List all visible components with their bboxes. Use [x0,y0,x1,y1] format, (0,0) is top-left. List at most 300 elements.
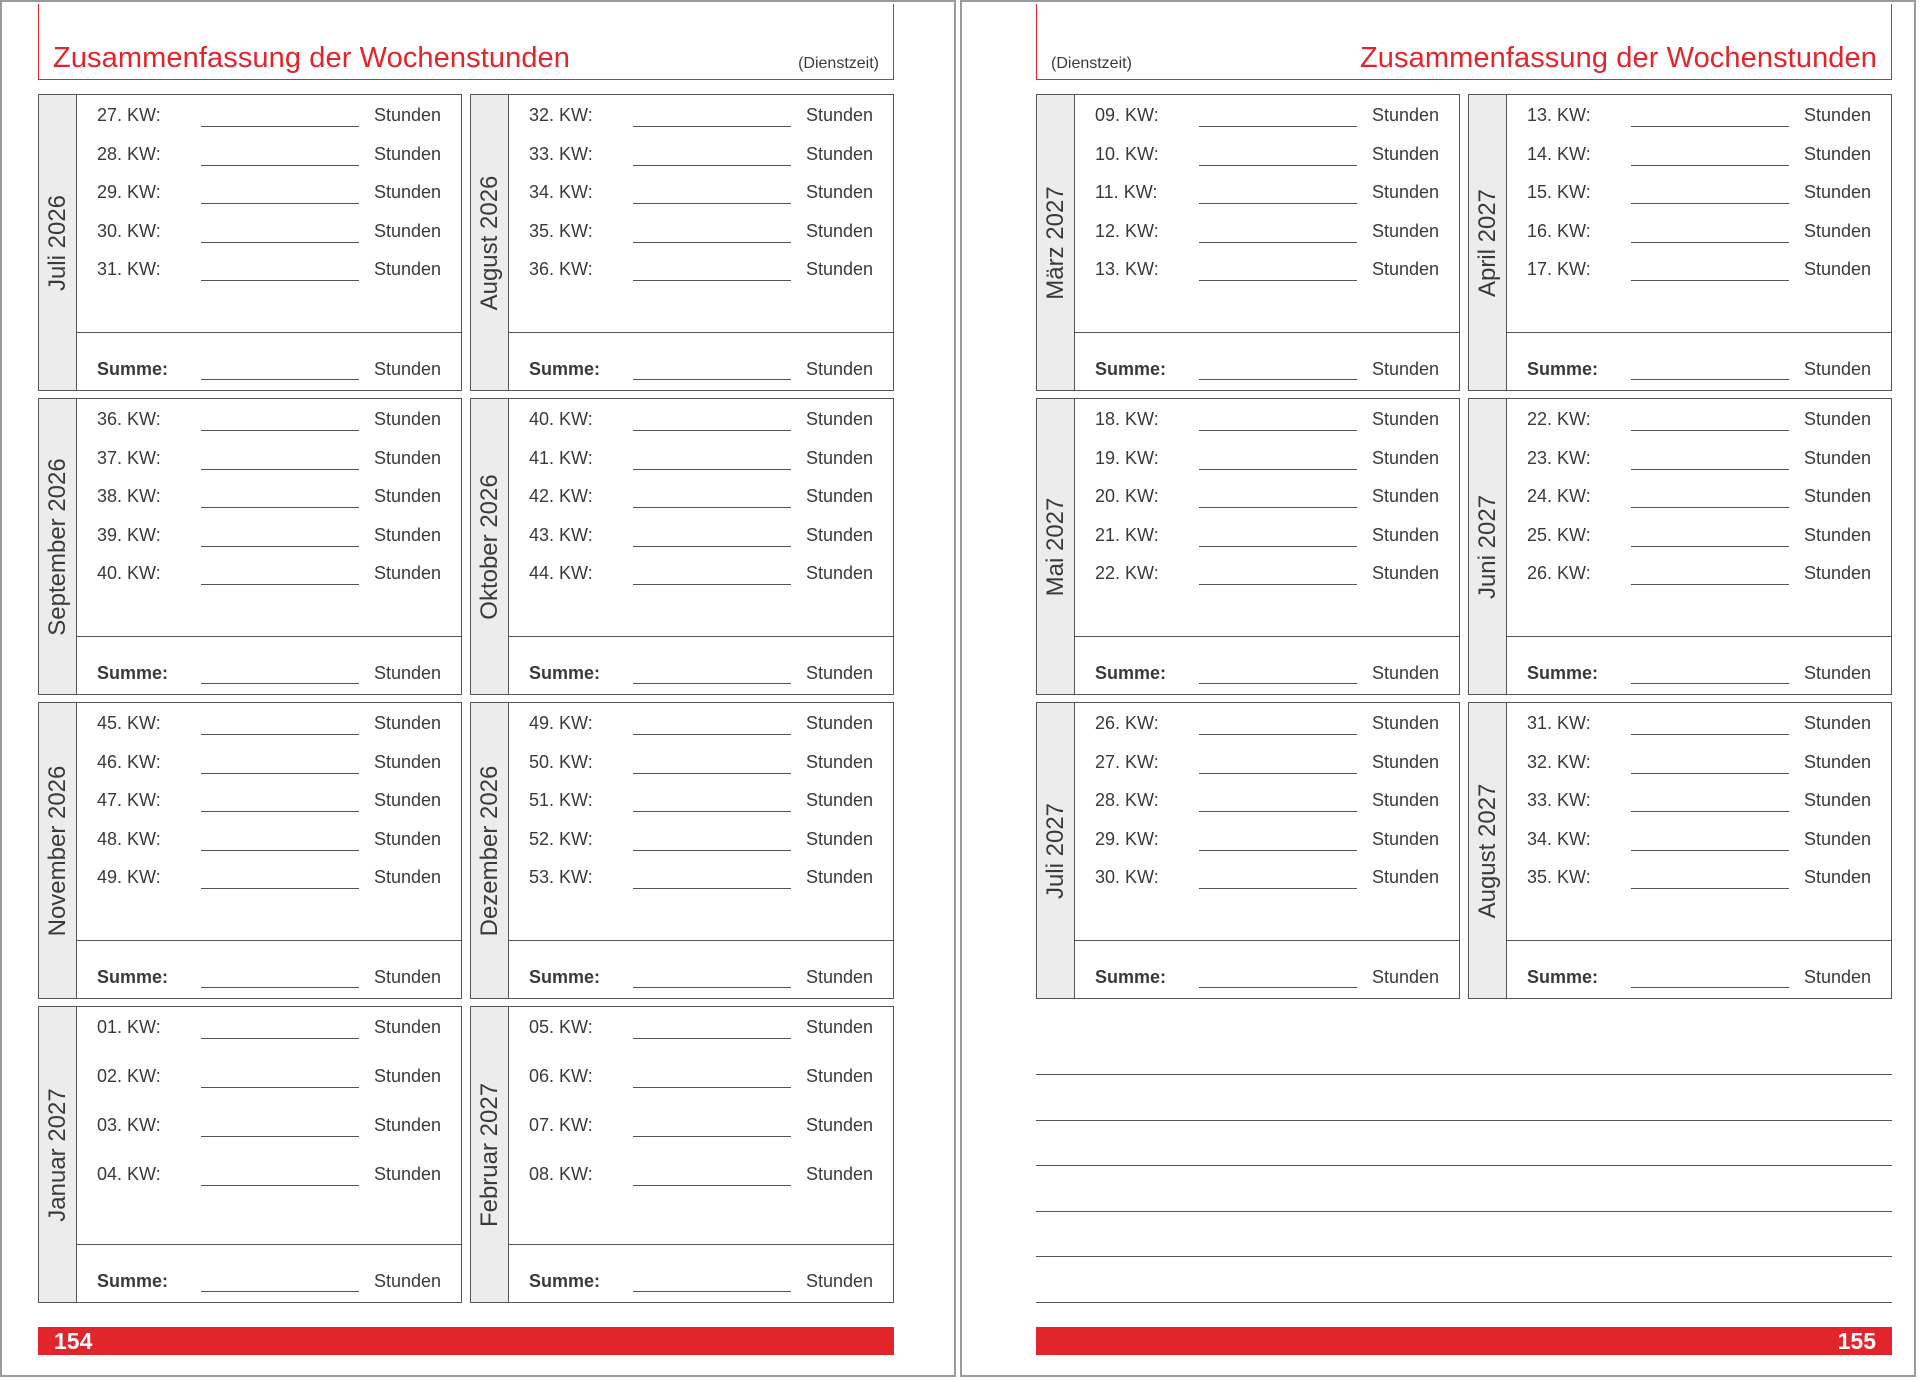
week-label: 47. KW: [97,790,161,810]
note-line[interactable] [1036,1165,1892,1166]
unit-label: Stunden [1371,105,1439,125]
hours-entry-line[interactable] [201,126,359,127]
week-row [1507,476,1891,514]
unit-label: Stunden [1371,663,1439,683]
week-label: 12. KW: [1095,220,1159,241]
hours-entry-line[interactable] [201,1087,359,1088]
hours-entry-line[interactable] [201,734,359,735]
unit-label: Stunden [373,359,441,379]
sum-entry-line[interactable] [201,987,359,988]
week-row [509,1105,893,1143]
note-line[interactable] [1036,1120,1892,1121]
week-label: 01. KW: [97,1017,161,1037]
week-label: 30. KW: [97,220,161,241]
week-row [1507,438,1891,476]
unit-label: Stunden [805,967,873,987]
month-block [470,398,894,695]
week-row [1075,515,1459,553]
unit-label: Stunden [1803,259,1871,279]
week-row [1075,172,1459,210]
hours-entry-line[interactable] [1199,280,1357,281]
week-row [509,95,893,133]
unit-label: Stunden [1371,563,1439,583]
unit-label: Stunden [1371,713,1439,733]
week-row [77,742,461,780]
sum-row [1507,332,1891,390]
hours-entry-line[interactable] [1199,507,1357,508]
hours-entry-line[interactable] [1199,584,1357,585]
sum-entry-line[interactable] [633,987,791,988]
hours-entry-line[interactable] [1631,546,1789,547]
month-block [1036,94,1460,391]
week-rows [1507,703,1891,941]
week-rows [77,1007,461,1245]
hours-entry-line[interactable] [633,850,791,851]
week-row [1507,211,1891,249]
note-line[interactable] [1036,1211,1892,1212]
note-line[interactable] [1036,1074,1892,1075]
sum-label: Summe: [1095,663,1167,683]
unit-label: Stunden [805,359,873,379]
hours-entry-line[interactable] [201,430,359,431]
week-row [77,1105,461,1143]
week-row [77,399,461,437]
month-block [1468,702,1892,999]
unit-label: Stunden [805,751,873,772]
month-label: August 2026 [475,175,503,310]
month-label: August 2027 [1473,783,1501,918]
unit-label: Stunden [373,182,441,202]
hours-entry-line[interactable] [1199,850,1357,851]
month-block [1468,398,1892,695]
month-block [470,1006,894,1303]
week-row [1075,742,1459,780]
week-row [77,553,461,591]
week-row [77,703,461,741]
week-label: 30. KW: [1095,867,1159,887]
week-label: 25. KW: [1527,524,1591,545]
sum-entry-line[interactable] [633,1291,791,1292]
month-column [471,95,509,390]
page-footer-bar [38,1327,894,1355]
week-label: 45. KW: [97,713,161,733]
hours-entry-line[interactable] [1631,888,1789,889]
sum-entry-line[interactable] [201,683,359,684]
month-label: Juli 2027 [1041,802,1069,899]
page-number: 154 [54,1328,93,1354]
sum-row [509,636,893,694]
hours-entry-line[interactable] [633,584,791,585]
hours-entry-line[interactable] [1199,888,1357,889]
hours-entry-line[interactable] [1199,773,1357,774]
hours-entry-line[interactable] [633,811,791,812]
unit-label: Stunden [1371,143,1439,164]
unit-label: Stunden [1371,182,1439,202]
unit-label: Stunden [1803,663,1871,683]
hours-entry-line[interactable] [633,469,791,470]
hours-entry-line[interactable] [201,546,359,547]
unit-label: Stunden [1371,220,1439,241]
sum-row [77,940,461,998]
unit-label: Stunden [373,713,441,733]
week-row [1507,780,1891,818]
week-label: 40. KW: [529,409,593,429]
unit-label: Stunden [805,663,873,683]
hours-entry-line[interactable] [201,1038,359,1039]
week-row [77,134,461,172]
sum-label: Summe: [1527,359,1599,379]
month-column [39,1007,77,1302]
week-rows [509,95,893,333]
week-row [77,780,461,818]
hours-entry-line[interactable] [1199,242,1357,243]
unit-label: Stunden [805,1115,873,1135]
hours-entry-line[interactable] [633,1087,791,1088]
hours-entry-line[interactable] [633,242,791,243]
hours-entry-line[interactable] [1199,469,1357,470]
hours-entry-line[interactable] [633,1038,791,1039]
hours-entry-line[interactable] [1199,734,1357,735]
week-label: 21. KW: [1095,524,1159,545]
week-label: 27. KW: [97,105,161,125]
note-line[interactable] [1036,1302,1892,1303]
week-label: 37. KW: [97,447,161,468]
sum-label: Summe: [97,663,169,683]
unit-label: Stunden [373,1017,441,1037]
week-row [1507,95,1891,133]
month-block [38,702,462,999]
note-line[interactable] [1036,1256,1892,1257]
week-row [1507,172,1891,210]
unit-label: Stunden [805,524,873,545]
unit-label: Stunden [1803,967,1871,987]
week-rows [509,703,893,941]
hours-entry-line[interactable] [201,507,359,508]
week-row [1507,857,1891,895]
month-block [470,702,894,999]
hours-entry-line[interactable] [201,850,359,851]
week-label: 50. KW: [529,751,593,772]
month-block [1468,94,1892,391]
hours-entry-line[interactable] [633,280,791,281]
week-row [1075,857,1459,895]
unit-label: Stunden [1803,713,1871,733]
unit-label: Stunden [805,1066,873,1086]
week-row [1075,249,1459,287]
unit-label: Stunden [805,790,873,810]
week-label: 27. KW: [1095,751,1159,772]
unit-label: Stunden [805,867,873,887]
page-number: 155 [1837,1328,1876,1354]
unit-label: Stunden [805,1017,873,1037]
week-label: 28. KW: [97,143,161,164]
week-label: 33. KW: [1527,790,1591,810]
month-block [38,1006,462,1303]
hours-entry-line[interactable] [201,203,359,204]
hours-entry-line[interactable] [1631,584,1789,585]
hours-entry-line[interactable] [1631,773,1789,774]
hours-entry-line[interactable] [633,734,791,735]
hours-entry-line[interactable] [201,165,359,166]
week-rows [509,399,893,637]
hours-entry-line[interactable] [1631,430,1789,431]
week-label: 49. KW: [529,713,593,733]
hours-entry-line[interactable] [1199,126,1357,127]
week-row [509,399,893,437]
week-label: 20. KW: [1095,486,1159,506]
week-label: 28. KW: [1095,790,1159,810]
unit-label: Stunden [805,447,873,468]
hours-entry-line[interactable] [201,280,359,281]
week-label: 03. KW: [97,1115,161,1135]
unit-label: Stunden [1803,486,1871,506]
week-row [509,438,893,476]
week-label: 23. KW: [1527,447,1591,468]
week-label: 15. KW: [1527,182,1591,202]
sum-row [509,332,893,390]
hours-entry-line[interactable] [1199,430,1357,431]
hours-entry-line[interactable] [1199,546,1357,547]
sum-label: Summe: [529,359,601,379]
page-subtitle: (Dienstzeit) [798,55,879,72]
hours-entry-line[interactable] [201,1136,359,1137]
week-row [1075,703,1459,741]
hours-entry-line[interactable] [633,165,791,166]
week-row [509,742,893,780]
sum-row [1075,636,1459,694]
month-column [1037,703,1075,998]
week-label: 22. KW: [1527,409,1591,429]
week-row [509,515,893,553]
hours-entry-line[interactable] [1631,242,1789,243]
unit-label: Stunden [373,259,441,279]
week-label: 42. KW: [529,486,593,506]
unit-label: Stunden [805,105,873,125]
week-label: 40. KW: [97,563,161,583]
hours-entry-line[interactable] [201,242,359,243]
sum-label: Summe: [1095,967,1167,987]
week-row [1507,819,1891,857]
week-row [77,172,461,210]
hours-entry-line[interactable] [633,126,791,127]
week-row [1507,742,1891,780]
sum-entry-line[interactable] [201,379,359,380]
week-rows [77,703,461,941]
unit-label: Stunden [1371,259,1439,279]
week-label: 53. KW: [529,867,593,887]
month-column [471,703,509,998]
hours-entry-line[interactable] [1631,126,1789,127]
week-row [509,780,893,818]
hours-entry-line[interactable] [633,1136,791,1137]
sum-entry-line[interactable] [1631,987,1789,988]
unit-label: Stunden [1803,182,1871,202]
hours-entry-line[interactable] [1631,850,1789,851]
week-row [509,172,893,210]
hours-entry-line[interactable] [1631,280,1789,281]
week-row [509,857,893,895]
unit-label: Stunden [373,447,441,468]
hours-entry-line[interactable] [201,773,359,774]
hours-entry-line[interactable] [1631,203,1789,204]
hours-entry-line[interactable] [633,430,791,431]
hours-entry-line[interactable] [1199,165,1357,166]
week-label: 36. KW: [97,409,161,429]
sum-row [509,1244,893,1302]
month-label: Oktober 2026 [475,473,503,620]
week-row [1075,399,1459,437]
hours-entry-line[interactable] [201,888,359,889]
month-column [471,1007,509,1302]
hours-entry-line[interactable] [201,469,359,470]
week-row [509,134,893,172]
week-label: 52. KW: [529,828,593,849]
week-row [509,1154,893,1192]
hours-entry-line[interactable] [633,507,791,508]
week-label: 49. KW: [97,867,161,887]
unit-label: Stunden [1803,447,1871,468]
month-column [1469,703,1507,998]
week-rows [77,95,461,333]
hours-entry-line[interactable] [1631,507,1789,508]
week-label: 51. KW: [529,790,593,810]
sum-label: Summe: [97,967,169,987]
hours-entry-line[interactable] [633,773,791,774]
week-label: 41. KW: [529,447,593,468]
week-label: 32. KW: [1527,751,1591,772]
unit-label: Stunden [805,182,873,202]
unit-label: Stunden [1371,790,1439,810]
unit-label: Stunden [1371,867,1439,887]
hours-entry-line[interactable] [633,203,791,204]
page-title: Zusammenfassung der Wochenstunden [53,42,571,74]
hours-entry-line[interactable] [1631,734,1789,735]
week-row [77,1056,461,1094]
hours-entry-line[interactable] [1631,469,1789,470]
month-label: April 2027 [1473,188,1501,297]
unit-label: Stunden [805,409,873,429]
week-row [1507,703,1891,741]
hours-entry-line[interactable] [633,546,791,547]
week-row [77,476,461,514]
week-label: 48. KW: [97,828,161,849]
week-row [77,1007,461,1045]
hours-entry-line[interactable] [201,811,359,812]
week-row [77,515,461,553]
unit-label: Stunden [805,828,873,849]
week-row [509,249,893,287]
sum-entry-line[interactable] [1199,379,1357,380]
unit-label: Stunden [1371,828,1439,849]
week-label: 13. KW: [1095,259,1159,279]
unit-label: Stunden [1803,563,1871,583]
week-rows [1507,95,1891,333]
week-rows [1507,399,1891,637]
week-label: 09. KW: [1095,105,1159,125]
week-row [509,553,893,591]
week-row [509,476,893,514]
hours-entry-line[interactable] [1631,811,1789,812]
sum-row [1075,332,1459,390]
unit-label: Stunden [373,1115,441,1135]
unit-label: Stunden [373,1164,441,1184]
unit-label: Stunden [1803,790,1871,810]
week-label: 22. KW: [1095,563,1159,583]
week-row [1075,780,1459,818]
week-label: 34. KW: [529,182,593,202]
page-footer-bar [1036,1327,1892,1355]
sum-label: Summe: [97,359,169,379]
week-row [1075,211,1459,249]
sum-entry-line[interactable] [1199,683,1357,684]
sum-entry-line[interactable] [633,683,791,684]
unit-label: Stunden [805,259,873,279]
unit-label: Stunden [373,143,441,164]
week-label: 16. KW: [1527,220,1591,241]
sum-label: Summe: [1527,663,1599,683]
week-rows [1075,703,1459,941]
hours-entry-line[interactable] [201,1185,359,1186]
unit-label: Stunden [1803,105,1871,125]
month-column [1469,95,1507,390]
week-row [1075,476,1459,514]
sum-entry-line[interactable] [633,379,791,380]
unit-label: Stunden [373,220,441,241]
month-column [1037,95,1075,390]
hours-entry-line[interactable] [633,1185,791,1186]
sum-row [77,332,461,390]
sum-entry-line[interactable] [1631,683,1789,684]
sum-row [509,940,893,998]
week-label: 38. KW: [97,486,161,506]
week-label: 44. KW: [529,563,593,583]
unit-label: Stunden [373,1066,441,1086]
unit-label: Stunden [373,105,441,125]
hours-entry-line[interactable] [201,584,359,585]
sum-row [77,1244,461,1302]
page-subtitle: (Dienstzeit) [1051,55,1132,72]
week-label: 32. KW: [529,105,593,125]
sum-entry-line[interactable] [1199,987,1357,988]
unit-label: Stunden [805,713,873,733]
unit-label: Stunden [1371,486,1439,506]
unit-label: Stunden [1803,867,1871,887]
week-label: 35. KW: [1527,867,1591,887]
page-header [1036,4,1892,80]
sum-label: Summe: [97,1271,169,1291]
unit-label: Stunden [1371,447,1439,468]
month-label: Juni 2027 [1473,494,1501,599]
hours-entry-line[interactable] [633,888,791,889]
unit-label: Stunden [373,967,441,987]
hours-entry-line[interactable] [1199,811,1357,812]
week-rows [77,399,461,637]
hours-entry-line[interactable] [1199,203,1357,204]
hours-entry-line[interactable] [1631,165,1789,166]
unit-label: Stunden [373,563,441,583]
unit-label: Stunden [373,867,441,887]
week-row [77,249,461,287]
sum-entry-line[interactable] [201,1291,359,1292]
unit-label: Stunden [373,409,441,429]
sum-entry-line[interactable] [1631,379,1789,380]
week-label: 26. KW: [1095,713,1159,733]
month-column [39,399,77,694]
unit-label: Stunden [1371,751,1439,772]
week-label: 33. KW: [529,143,593,164]
unit-label: Stunden [805,486,873,506]
sum-label: Summe: [529,967,601,987]
